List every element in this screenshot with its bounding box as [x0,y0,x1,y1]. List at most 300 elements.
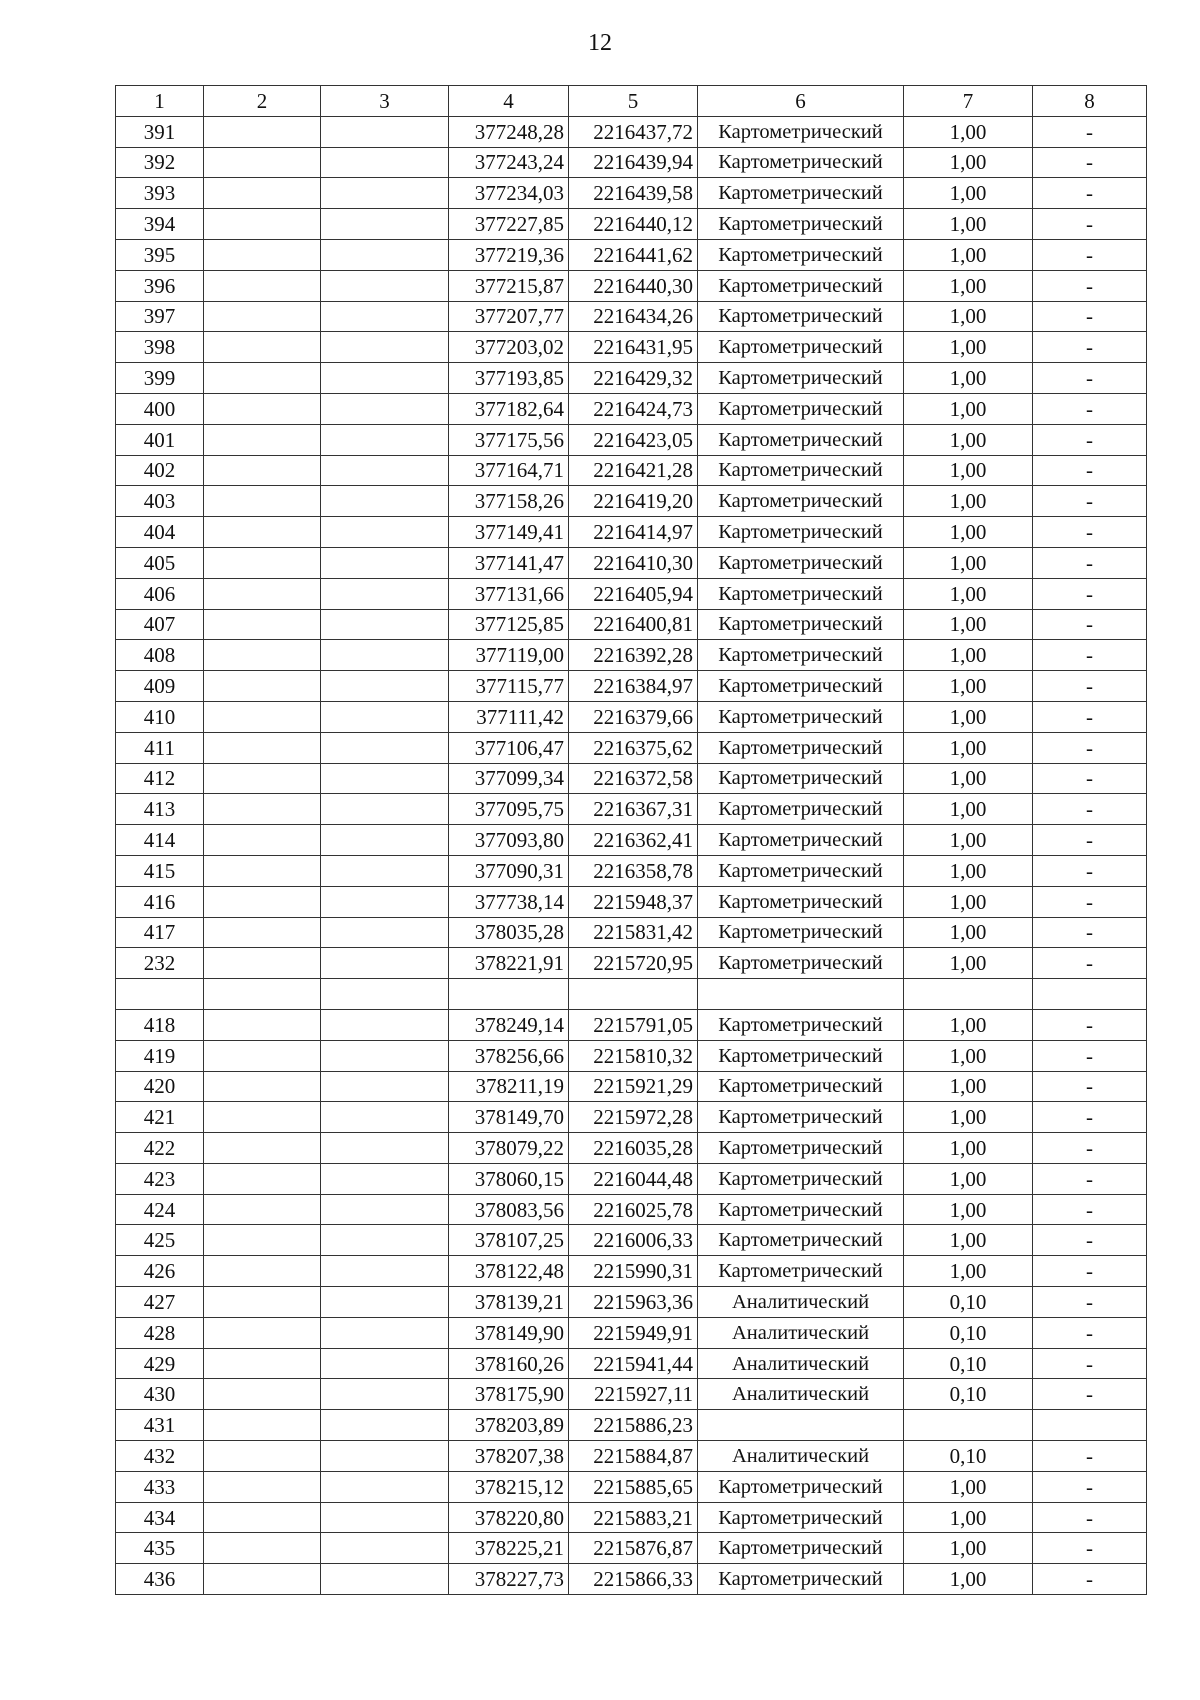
column-2-cell [204,116,321,147]
point-number-cell: 416 [116,886,204,917]
y-coordinate-cell: 2215921,29 [569,1071,698,1102]
column-2-cell [204,517,321,548]
table-row [116,917,1147,948]
column-3-cell [321,732,449,763]
point-number-cell: 419 [116,1040,204,1071]
x-coordinate-cell: 377090,31 [449,855,569,886]
table-row [116,732,1147,763]
column-header: 6 [698,86,904,117]
column-8-cell: - [1033,363,1147,394]
column-2-cell [204,363,321,394]
column-3-cell [321,363,449,394]
method-cell: Картометрический [698,393,904,424]
method-cell: Картометрический [698,1040,904,1071]
accuracy-cell: 1,00 [904,1163,1033,1194]
column-8-cell: - [1033,547,1147,578]
method-cell: Картометрический [698,547,904,578]
method-cell: Аналитический [698,1348,904,1379]
column-3-cell [321,1009,449,1040]
table-row [116,1348,1147,1379]
y-coordinate-cell: 2216392,28 [569,640,698,671]
column-3-cell [321,948,449,979]
column-2-cell [204,147,321,178]
y-coordinate-cell: 2216375,62 [569,732,698,763]
table-row [116,424,1147,455]
y-coordinate-cell: 2215810,32 [569,1040,698,1071]
column-8-cell: - [1033,886,1147,917]
column-3-cell [321,794,449,825]
column-2-cell [204,455,321,486]
x-coordinate-cell: 378211,19 [449,1071,569,1102]
column-2-cell [204,1471,321,1502]
column-3-cell [321,1194,449,1225]
accuracy-cell: 1,00 [904,948,1033,979]
table-row [116,1564,1147,1595]
point-number-cell: 421 [116,1102,204,1133]
table-row [116,332,1147,363]
table-row [116,178,1147,209]
column-2-cell [204,1009,321,1040]
y-coordinate-cell: 2216441,62 [569,239,698,270]
y-coordinate-cell: 2215941,44 [569,1348,698,1379]
table-row [116,209,1147,240]
column-2-cell [204,1348,321,1379]
y-coordinate-cell: 2215876,87 [569,1533,698,1564]
column-header: 3 [321,86,449,117]
point-number-cell: 402 [116,455,204,486]
x-coordinate-cell: 378221,91 [449,948,569,979]
column-8-cell: - [1033,1317,1147,1348]
point-number-cell: 417 [116,917,204,948]
x-coordinate-cell: 377234,03 [449,178,569,209]
x-coordinate-cell: 377099,34 [449,763,569,794]
method-cell: Аналитический [698,1317,904,1348]
column-8-cell: - [1033,455,1147,486]
column-8-cell: - [1033,794,1147,825]
column-2-cell [204,301,321,332]
accuracy-cell: 1,00 [904,1533,1033,1564]
column-8-cell: - [1033,1379,1147,1410]
point-number-cell: 422 [116,1133,204,1164]
column-8-cell: - [1033,393,1147,424]
table-row [116,979,1147,1010]
method-cell: Картометрический [698,763,904,794]
x-coordinate-cell: 377149,41 [449,517,569,548]
table-row [116,239,1147,270]
method-cell: Картометрический [698,1071,904,1102]
method-cell: Картометрический [698,209,904,240]
table-row [116,794,1147,825]
accuracy-cell: 1,00 [904,1502,1033,1533]
accuracy-cell: 1,00 [904,1071,1033,1102]
point-number-cell: 407 [116,609,204,640]
accuracy-cell: 1,00 [904,147,1033,178]
column-8-cell: - [1033,578,1147,609]
x-coordinate-cell: 377227,85 [449,209,569,240]
column-2-cell [204,825,321,856]
x-coordinate-cell: 378175,90 [449,1379,569,1410]
x-coordinate-cell: 378149,70 [449,1102,569,1133]
column-3-cell [321,1256,449,1287]
column-8-cell: - [1033,1564,1147,1595]
column-8-cell: - [1033,1287,1147,1318]
table-row [116,671,1147,702]
column-2-cell [204,917,321,948]
column-3-cell [321,979,449,1010]
y-coordinate-cell: 2216025,78 [569,1194,698,1225]
method-cell: Картометрический [698,332,904,363]
column-3-cell [321,1379,449,1410]
column-3-cell [321,1533,449,1564]
y-coordinate-cell: 2216419,20 [569,486,698,517]
method-cell: Картометрический [698,640,904,671]
table-row [116,301,1147,332]
x-coordinate-cell: 377175,56 [449,424,569,455]
method-cell: Картометрический [698,609,904,640]
column-3-cell [321,671,449,702]
method-cell: Картометрический [698,116,904,147]
x-coordinate-cell: 378035,28 [449,917,569,948]
accuracy-cell: 1,00 [904,424,1033,455]
y-coordinate-cell: 2216006,33 [569,1225,698,1256]
table-row [116,363,1147,394]
accuracy-cell: 1,00 [904,825,1033,856]
accuracy-cell: 1,00 [904,1009,1033,1040]
method-cell: Картометрический [698,917,904,948]
column-3-cell [321,270,449,301]
accuracy-cell: 1,00 [904,917,1033,948]
accuracy-cell: 1,00 [904,578,1033,609]
column-2-cell [204,332,321,363]
method-cell: Аналитический [698,1379,904,1410]
y-coordinate-cell: 2215990,31 [569,1256,698,1287]
table-row [116,147,1147,178]
table-row [116,1040,1147,1071]
x-coordinate-cell: 378149,90 [449,1317,569,1348]
column-8-cell: - [1033,1133,1147,1164]
column-3-cell [321,578,449,609]
column-2-cell [204,486,321,517]
table-header-row [116,86,1147,117]
column-8-cell: - [1033,1163,1147,1194]
x-coordinate-cell: 378203,89 [449,1410,569,1441]
y-coordinate-cell: 2215949,91 [569,1317,698,1348]
column-3-cell [321,455,449,486]
point-number-cell: 420 [116,1071,204,1102]
point-number-cell: 415 [116,855,204,886]
column-3-cell [321,116,449,147]
table-row [116,1410,1147,1441]
method-cell: Картометрический [698,363,904,394]
column-3-cell [321,393,449,424]
x-coordinate-cell: 377215,87 [449,270,569,301]
point-number-cell: 428 [116,1317,204,1348]
method-cell: Картометрический [698,578,904,609]
table-row [116,116,1147,147]
method-cell: Картометрический [698,671,904,702]
table-body [116,116,1147,1594]
point-number-cell: 435 [116,1533,204,1564]
x-coordinate-cell: 378220,80 [449,1502,569,1533]
x-coordinate-cell [449,979,569,1010]
method-cell [698,979,904,1010]
y-coordinate-cell: 2216035,28 [569,1133,698,1164]
column-2-cell [204,1225,321,1256]
x-coordinate-cell: 378227,73 [449,1564,569,1595]
column-2-cell [204,424,321,455]
column-2-cell [204,1287,321,1318]
y-coordinate-cell: 2216437,72 [569,116,698,147]
column-2-cell [204,1163,321,1194]
method-cell: Картометрический [698,1163,904,1194]
column-2-cell [204,671,321,702]
column-header: 4 [449,86,569,117]
y-coordinate-cell: 2215963,36 [569,1287,698,1318]
column-8-cell: - [1033,1502,1147,1533]
point-number-cell: 403 [116,486,204,517]
y-coordinate-cell: 2216414,97 [569,517,698,548]
accuracy-cell: 1,00 [904,301,1033,332]
column-header: 2 [204,86,321,117]
table-row [116,701,1147,732]
column-3-cell [321,1502,449,1533]
accuracy-cell: 1,00 [904,239,1033,270]
column-2-cell [204,701,321,732]
point-number-cell: 434 [116,1502,204,1533]
method-cell: Картометрический [698,1564,904,1595]
x-coordinate-cell: 377093,80 [449,825,569,856]
method-cell: Картометрический [698,486,904,517]
table-row [116,517,1147,548]
column-8-cell: - [1033,424,1147,455]
column-3-cell [321,701,449,732]
x-coordinate-cell: 377243,24 [449,147,569,178]
accuracy-cell: 1,00 [904,794,1033,825]
accuracy-cell: 1,00 [904,363,1033,394]
accuracy-cell: 0,10 [904,1348,1033,1379]
table-row [116,393,1147,424]
method-cell: Картометрический [698,1102,904,1133]
x-coordinate-cell: 377111,42 [449,701,569,732]
method-cell: Картометрический [698,794,904,825]
column-2-cell [204,547,321,578]
y-coordinate-cell: 2216440,30 [569,270,698,301]
column-8-cell: - [1033,301,1147,332]
method-cell: Картометрический [698,1133,904,1164]
column-3-cell [321,1102,449,1133]
point-number-cell: 424 [116,1194,204,1225]
column-2-cell [204,609,321,640]
table-row [116,1287,1147,1318]
method-cell: Картометрический [698,301,904,332]
point-number-cell [116,979,204,1010]
table-row [116,763,1147,794]
column-2-cell [204,1102,321,1133]
column-2-cell [204,855,321,886]
accuracy-cell [904,1410,1033,1441]
y-coordinate-cell: 2216434,26 [569,301,698,332]
column-8-cell: - [1033,116,1147,147]
table-row [116,1502,1147,1533]
method-cell: Картометрический [698,178,904,209]
column-2-cell [204,1410,321,1441]
accuracy-cell: 1,00 [904,517,1033,548]
column-8-cell: - [1033,1040,1147,1071]
column-2-cell [204,393,321,424]
y-coordinate-cell: 2215720,95 [569,948,698,979]
point-number-cell: 436 [116,1564,204,1595]
x-coordinate-cell: 378079,22 [449,1133,569,1164]
accuracy-cell: 1,00 [904,332,1033,363]
accuracy-cell: 1,00 [904,1133,1033,1164]
method-cell: Картометрический [698,1225,904,1256]
accuracy-cell: 1,00 [904,1040,1033,1071]
y-coordinate-cell: 2215948,37 [569,886,698,917]
column-2-cell [204,578,321,609]
table-row [116,825,1147,856]
point-number-cell: 410 [116,701,204,732]
column-2-cell [204,1040,321,1071]
table-row [116,1379,1147,1410]
accuracy-cell: 1,00 [904,116,1033,147]
x-coordinate-cell: 377141,47 [449,547,569,578]
accuracy-cell: 1,00 [904,393,1033,424]
y-coordinate-cell [569,979,698,1010]
column-3-cell [321,1287,449,1318]
method-cell: Аналитический [698,1441,904,1472]
accuracy-cell: 1,00 [904,640,1033,671]
column-3-cell [321,1163,449,1194]
column-3-cell [321,424,449,455]
x-coordinate-cell: 377131,66 [449,578,569,609]
point-number-cell: 425 [116,1225,204,1256]
column-8-cell: - [1033,1102,1147,1133]
column-3-cell [321,763,449,794]
column-8-cell: - [1033,178,1147,209]
y-coordinate-cell: 2215791,05 [569,1009,698,1040]
coordinates-table [115,85,1147,1595]
x-coordinate-cell: 378215,12 [449,1471,569,1502]
accuracy-cell: 1,00 [904,547,1033,578]
column-3-cell [321,332,449,363]
point-number-cell: 392 [116,147,204,178]
y-coordinate-cell: 2216424,73 [569,393,698,424]
column-8-cell: - [1033,1441,1147,1472]
point-number-cell: 401 [116,424,204,455]
x-coordinate-cell: 378083,56 [449,1194,569,1225]
column-8-cell: - [1033,1194,1147,1225]
method-cell: Картометрический [698,701,904,732]
column-8-cell: - [1033,1009,1147,1040]
column-3-cell [321,1071,449,1102]
y-coordinate-cell: 2216358,78 [569,855,698,886]
column-2-cell [204,1502,321,1533]
point-number-cell: 404 [116,517,204,548]
table-row [116,1071,1147,1102]
table-row [116,270,1147,301]
column-8-cell: - [1033,671,1147,702]
accuracy-cell [904,979,1033,1010]
column-3-cell [321,1133,449,1164]
column-8-cell: - [1033,147,1147,178]
column-2-cell [204,1533,321,1564]
column-3-cell [321,517,449,548]
y-coordinate-cell: 2215866,33 [569,1564,698,1595]
column-3-cell [321,855,449,886]
column-2-cell [204,1194,321,1225]
table-row [116,640,1147,671]
x-coordinate-cell: 377115,77 [449,671,569,702]
accuracy-cell: 1,00 [904,455,1033,486]
table-row [116,1133,1147,1164]
column-3-cell [321,147,449,178]
accuracy-cell: 1,00 [904,178,1033,209]
accuracy-cell: 0,10 [904,1379,1033,1410]
method-cell: Картометрический [698,1533,904,1564]
accuracy-cell: 1,00 [904,1194,1033,1225]
y-coordinate-cell: 2215831,42 [569,917,698,948]
column-2-cell [204,1317,321,1348]
point-number-cell: 429 [116,1348,204,1379]
table-row [116,1441,1147,1472]
method-cell [698,1410,904,1441]
x-coordinate-cell: 377193,85 [449,363,569,394]
table-row [116,1317,1147,1348]
accuracy-cell: 1,00 [904,763,1033,794]
method-cell: Картометрический [698,455,904,486]
point-number-cell: 395 [116,239,204,270]
point-number-cell: 418 [116,1009,204,1040]
column-3-cell [321,239,449,270]
point-number-cell: 397 [116,301,204,332]
page-number: 12 [588,30,612,56]
accuracy-cell: 0,10 [904,1287,1033,1318]
table-row [116,948,1147,979]
accuracy-cell: 1,00 [904,671,1033,702]
accuracy-cell: 0,10 [904,1317,1033,1348]
column-8-cell: - [1033,239,1147,270]
x-coordinate-cell: 378139,21 [449,1287,569,1318]
column-2-cell [204,979,321,1010]
x-coordinate-cell: 378207,38 [449,1441,569,1472]
method-cell: Картометрический [698,732,904,763]
point-number-cell: 396 [116,270,204,301]
x-coordinate-cell: 377203,02 [449,332,569,363]
column-8-cell: - [1033,609,1147,640]
column-3-cell [321,1040,449,1071]
column-header: 7 [904,86,1033,117]
method-cell: Картометрический [698,517,904,548]
method-cell: Картометрический [698,948,904,979]
point-number-cell: 414 [116,825,204,856]
table-row [116,486,1147,517]
column-2-cell [204,1071,321,1102]
table-row [116,1009,1147,1040]
column-header: 5 [569,86,698,117]
point-number-cell: 399 [116,363,204,394]
y-coordinate-cell: 2216372,58 [569,763,698,794]
column-8-cell: - [1033,825,1147,856]
accuracy-cell: 1,00 [904,486,1033,517]
y-coordinate-cell: 2216431,95 [569,332,698,363]
x-coordinate-cell: 378256,66 [449,1040,569,1071]
column-3-cell [321,825,449,856]
y-coordinate-cell: 2216405,94 [569,578,698,609]
y-coordinate-cell: 2216440,12 [569,209,698,240]
table-row [116,609,1147,640]
x-coordinate-cell: 377158,26 [449,486,569,517]
accuracy-cell: 1,00 [904,1102,1033,1133]
